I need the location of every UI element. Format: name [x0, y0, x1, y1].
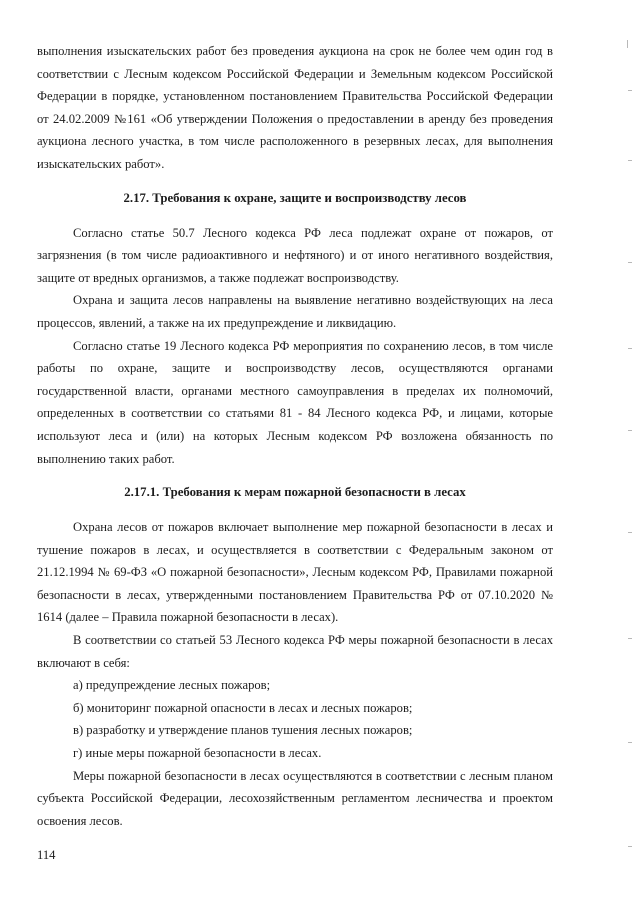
page-number: 114: [37, 848, 56, 862]
list-item: б) мониторинг пожарной опасности в лесах и лесных пожаров;: [73, 700, 413, 715]
paragraph: Согласно статье 50.7 Лесного кодекса РФ леса подлежат охране от пожаров, от загрязнения (в том числе радиоактивного и нефтяного) и от иного негативного воздействия, защите от вредных организмов, а также подлежат воспроизводству.: [37, 225, 553, 285]
list-item: в) разработку и утверждение планов тушения лесных пожаров;: [73, 723, 413, 738]
paragraph: Согласно статье 19 Лесного кодекса РФ мероприятия по сохранению лесов, в том числе работы по охране, защите и воспроизводству лесов, осуществляются органами государственной власти, органами местного самоуправления в пределах их полномочий, определенных в соответствии со статьями 81 - 84 Лесного кодекса РФ, и лицами, которые используют леса и (или) на которых Лесным кодексом РФ возложена обязанность по выполнению таких работ.: [37, 338, 553, 466]
paragraph-continuation: выполнения изыскательских работ без проведения аукциона на срок не более чем один год в соответствии с Лесным кодексом Российской Федерации и Земельным кодексом Российской Федерации в порядке, установленном постановлением Правительства Российской Федерации от 24.02.2009 №161 «Об утверждении Положения о предоставлении в аренду без проведения аукциона лесного участка, в том числе расположенного в резервных лесах, для выполнения изыскательских работ».: [37, 44, 553, 171]
section-heading-2-17: 2.17. Требования к охране, защите и воспроизводству лесов: [123, 190, 467, 205]
scan-mark: [628, 90, 632, 91]
paragraph: Охрана и защита лесов направлены на выявление негативно воздействующих на леса процессов, явлений, а также на их предупреждение и ликвидацию.: [37, 293, 553, 330]
scan-mark: [628, 160, 632, 161]
list-item: г) иные меры пожарной безопасности в лесах.: [73, 746, 322, 761]
scan-mark: [627, 40, 628, 48]
paragraph: Меры пожарной безопасности в лесах осуществляются в соответствии с лесным планом субъекта Российской Федерации, лесохозяйственным регламентом лесничества и проектом освоения лесов.: [37, 768, 553, 828]
paragraph: Охрана лесов от пожаров включает выполнение мер пожарной безопасности в лесах и тушение пожаров в лесах, и осуществляется в соответствии с Федеральным законом от 21.12.1994 № 69-ФЗ «О пожарной безопасности», Лесным кодексом РФ, Правилами пожарной безопасности в лесах, утвержденными постановлением Правительства РФ от 07.10.2020 № 1614 (далее – Правила пожарной безопасности в лесах).: [37, 520, 553, 625]
scan-mark: [628, 742, 632, 743]
paragraph: В соответствии со статьей 53 Лесного кодекса РФ меры пожарной безопасности в лесах включают в себя:: [37, 633, 553, 670]
scan-mark: [628, 532, 632, 533]
section-heading-2-17-1: 2.17.1. Требования к мерам пожарной безопасности в лесах: [124, 485, 466, 500]
scan-mark: [628, 846, 632, 847]
list-item: а) предупреждение лесных пожаров;: [73, 678, 271, 693]
scan-mark: [628, 638, 632, 639]
scan-mark: [628, 348, 632, 349]
scan-mark: [628, 430, 632, 431]
page-content: [37, 40, 553, 832]
scan-mark: [628, 262, 632, 263]
